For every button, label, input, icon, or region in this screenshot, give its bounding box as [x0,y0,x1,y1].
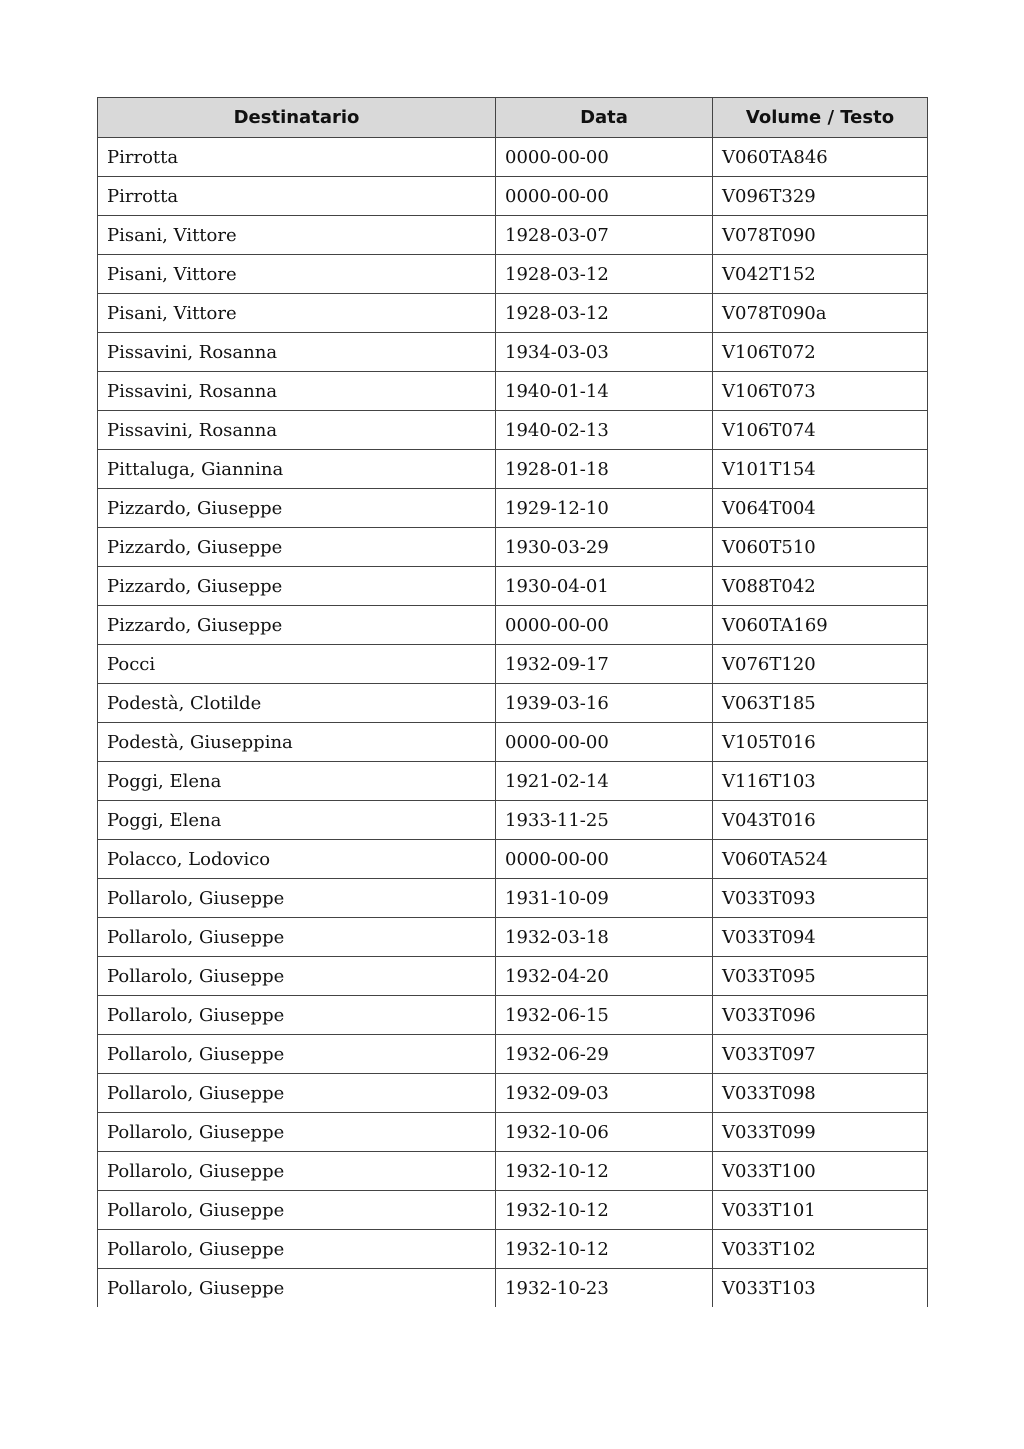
cell-data: 1932-04-20 [496,957,713,996]
table-body [98,138,928,1308]
cell-data: 1932-09-03 [496,1074,713,1113]
cell-volume-testo: V033T095 [713,957,928,996]
cell-destinatario: Pollarolo, Giuseppe [98,879,496,918]
cell-volume-testo: V033T097 [713,1035,928,1074]
cell-volume-testo: V106T074 [713,411,928,450]
cell-data: 1932-06-15 [496,996,713,1035]
table-row [98,411,928,450]
table-row [98,216,928,255]
cell-volume-testo: V033T102 [713,1230,928,1269]
letters-table [97,97,928,1307]
cell-destinatario: Pollarolo, Giuseppe [98,1113,496,1152]
cell-data: 1921-02-14 [496,762,713,801]
table-row [98,1074,928,1113]
table-header [98,98,928,138]
cell-data: 1929-12-10 [496,489,713,528]
table-row [98,138,928,177]
cell-volume-testo: V033T099 [713,1113,928,1152]
cell-destinatario: Pollarolo, Giuseppe [98,1269,496,1308]
cell-volume-testo: V060TA524 [713,840,928,879]
table-row [98,606,928,645]
cell-data: 1928-03-07 [496,216,713,255]
table-row [98,918,928,957]
cell-data: 0000-00-00 [496,606,713,645]
table-row [98,957,928,996]
cell-destinatario: Pizzardo, Giuseppe [98,567,496,606]
cell-destinatario: Pollarolo, Giuseppe [98,957,496,996]
cell-destinatario: Pollarolo, Giuseppe [98,1152,496,1191]
cell-volume-testo: V064T004 [713,489,928,528]
cell-data: 1940-01-14 [496,372,713,411]
table-row [98,1269,928,1308]
table-row [98,723,928,762]
cell-volume-testo: V063T185 [713,684,928,723]
table-row [98,528,928,567]
cell-volume-testo: V042T152 [713,255,928,294]
cell-destinatario: Pisani, Vittore [98,255,496,294]
cell-data: 1932-10-12 [496,1230,713,1269]
cell-data: 1930-03-29 [496,528,713,567]
cell-destinatario: Pittaluga, Giannina [98,450,496,489]
cell-data: 0000-00-00 [496,177,713,216]
cell-destinatario: Poggi, Elena [98,762,496,801]
table-row [98,450,928,489]
cell-destinatario: Podestà, Clotilde [98,684,496,723]
header-row [98,98,928,138]
cell-volume-testo: V060T510 [713,528,928,567]
cell-volume-testo: V101T154 [713,450,928,489]
cell-volume-testo: V116T103 [713,762,928,801]
cell-data: 1933-11-25 [496,801,713,840]
cell-data: 1932-10-06 [496,1113,713,1152]
table-row [98,1230,928,1269]
cell-volume-testo: V105T016 [713,723,928,762]
column-header-volume-testo: Volume / Testo [713,98,928,138]
cell-destinatario: Pisani, Vittore [98,294,496,333]
cell-data: 1934-03-03 [496,333,713,372]
table-row [98,1152,928,1191]
cell-data: 1928-03-12 [496,294,713,333]
cell-destinatario: Poggi, Elena [98,801,496,840]
cell-destinatario: Pollarolo, Giuseppe [98,1074,496,1113]
cell-volume-testo: V033T100 [713,1152,928,1191]
cell-destinatario: Pollarolo, Giuseppe [98,1230,496,1269]
table-row [98,996,928,1035]
cell-data: 1932-06-29 [496,1035,713,1074]
cell-data: 1932-10-12 [496,1152,713,1191]
cell-volume-testo: V088T042 [713,567,928,606]
cell-volume-testo: V043T016 [713,801,928,840]
table-row [98,645,928,684]
table-row [98,177,928,216]
cell-destinatario: Pollarolo, Giuseppe [98,996,496,1035]
table-row [98,840,928,879]
cell-volume-testo: V033T093 [713,879,928,918]
cell-volume-testo: V078T090a [713,294,928,333]
cell-data: 1930-04-01 [496,567,713,606]
cell-volume-testo: V060TA169 [713,606,928,645]
cell-volume-testo: V033T096 [713,996,928,1035]
cell-volume-testo: V078T090 [713,216,928,255]
column-header-destinatario: Destinatario [98,98,496,138]
cell-destinatario: Pizzardo, Giuseppe [98,489,496,528]
cell-volume-testo: V106T073 [713,372,928,411]
cell-data: 1928-03-12 [496,255,713,294]
cell-volume-testo: V033T098 [713,1074,928,1113]
cell-volume-testo: V096T329 [713,177,928,216]
cell-data: 1932-10-23 [496,1269,713,1308]
table-row [98,684,928,723]
table-row [98,801,928,840]
cell-data: 1932-03-18 [496,918,713,957]
cell-destinatario: Pissavini, Rosanna [98,333,496,372]
table-row [98,567,928,606]
cell-destinatario: Pollarolo, Giuseppe [98,918,496,957]
cell-volume-testo: V106T072 [713,333,928,372]
cell-volume-testo: V033T094 [713,918,928,957]
cell-destinatario: Pisani, Vittore [98,216,496,255]
table-row [98,372,928,411]
cell-data: 1932-09-17 [496,645,713,684]
cell-destinatario: Pirrotta [98,177,496,216]
cell-destinatario: Polacco, Lodovico [98,840,496,879]
column-header-data: Data [496,98,713,138]
cell-destinatario: Pollarolo, Giuseppe [98,1191,496,1230]
cell-volume-testo: V033T103 [713,1269,928,1308]
table-row [98,255,928,294]
table-row [98,1191,928,1230]
table-row [98,1113,928,1152]
cell-destinatario: Podestà, Giuseppina [98,723,496,762]
cell-destinatario: Pirrotta [98,138,496,177]
cell-destinatario: Pizzardo, Giuseppe [98,528,496,567]
cell-volume-testo: V076T120 [713,645,928,684]
cell-data: 1939-03-16 [496,684,713,723]
table-row [98,879,928,918]
table-row [98,1035,928,1074]
cell-destinatario: Pollarolo, Giuseppe [98,1035,496,1074]
cell-data: 0000-00-00 [496,723,713,762]
cell-data: 1932-10-12 [496,1191,713,1230]
cell-volume-testo: V033T101 [713,1191,928,1230]
cell-data: 0000-00-00 [496,138,713,177]
cell-data: 1928-01-18 [496,450,713,489]
cell-destinatario: Pocci [98,645,496,684]
table-row [98,489,928,528]
table-row [98,333,928,372]
cell-data: 1931-10-09 [496,879,713,918]
table-row [98,762,928,801]
table-row [98,294,928,333]
cell-volume-testo: V060TA846 [713,138,928,177]
cell-data: 1940-02-13 [496,411,713,450]
cell-destinatario: Pissavini, Rosanna [98,411,496,450]
cell-destinatario: Pizzardo, Giuseppe [98,606,496,645]
cell-destinatario: Pissavini, Rosanna [98,372,496,411]
cell-data: 0000-00-00 [496,840,713,879]
